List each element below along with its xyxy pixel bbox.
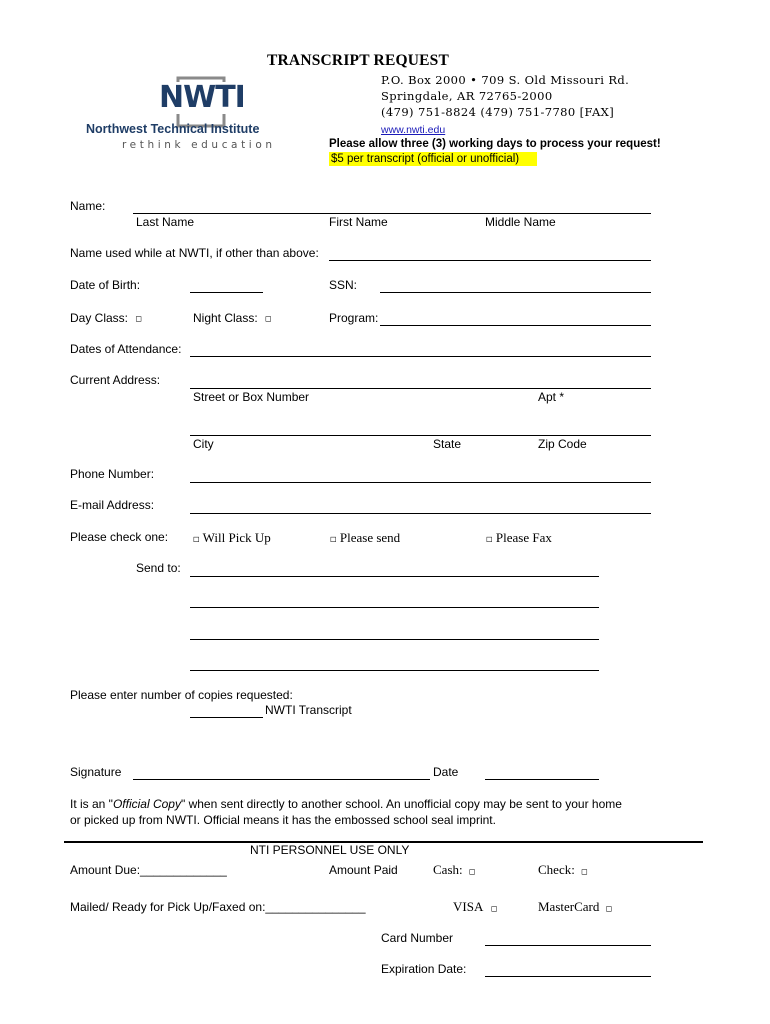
please-fax-checkbox[interactable]: ◻ bbox=[486, 534, 493, 544]
check-option[interactable] bbox=[538, 862, 588, 878]
city-state-zip-field[interactable] bbox=[190, 435, 651, 436]
copies-field[interactable] bbox=[190, 717, 263, 718]
ssn-field[interactable] bbox=[380, 292, 651, 293]
night-class-option[interactable] bbox=[193, 311, 272, 325]
signature-field[interactable] bbox=[133, 779, 430, 780]
mailed-label: Mailed/ Ready for Pick Up/Faxed on:_______________ bbox=[70, 900, 366, 914]
visa-option[interactable] bbox=[453, 899, 498, 915]
logo-institute-name: Northwest Technical Institute bbox=[86, 122, 260, 136]
ssn-label: SSN: bbox=[329, 278, 358, 292]
name-label: Name: bbox=[70, 199, 106, 213]
dates-attendance-field[interactable] bbox=[190, 356, 651, 357]
cash-label: Cash: bbox=[433, 862, 463, 877]
send-to-line-3[interactable] bbox=[190, 639, 599, 640]
send-to-line-1[interactable] bbox=[190, 576, 599, 577]
day-class-label: Day Class: bbox=[70, 311, 129, 325]
state-caption: State bbox=[433, 437, 462, 451]
processing-notice: Please allow three (3) working days to process your request! bbox=[329, 138, 661, 150]
will-pick-up-option[interactable] bbox=[193, 530, 271, 546]
apt-caption: Apt * bbox=[538, 390, 565, 404]
email-label: E-mail Address: bbox=[70, 498, 155, 512]
phone-fax-line: (479) 751-8824 (479) 751-7780 [FAX] bbox=[381, 105, 615, 119]
name-field[interactable] bbox=[133, 213, 651, 214]
nwti-transcript-label: NWTI Transcript bbox=[265, 703, 352, 717]
please-send-label: Please send bbox=[339, 530, 401, 545]
program-field[interactable] bbox=[380, 325, 651, 326]
official-copy-note-line-2: or picked up from NWTI. Official means it has the embossed school seal imprint. bbox=[70, 813, 496, 827]
please-send-checkbox[interactable]: ◻ bbox=[330, 534, 337, 544]
first-name-caption: First Name bbox=[329, 215, 388, 229]
logo-acronym: NWTI bbox=[159, 80, 245, 115]
expiration-label: Expiration Date: bbox=[381, 962, 467, 976]
official-note-suffix: " when sent directly to another school. An unofficial copy may be sent to your home bbox=[180, 797, 622, 811]
website-link[interactable]: www.nwti.edu bbox=[381, 124, 446, 136]
copies-label: Please enter number of copies requested: bbox=[70, 688, 293, 702]
signature-label: Signature bbox=[70, 765, 122, 779]
official-copy-term: Official Copy bbox=[112, 797, 181, 811]
official-note-prefix: It is an " bbox=[70, 797, 113, 811]
last-name-caption: Last Name bbox=[136, 215, 195, 229]
address-line-1: P.O. Box 2000 • 709 S. Old Missouri Rd. bbox=[381, 73, 630, 87]
amount-paid-label: Amount Paid bbox=[329, 863, 398, 877]
night-class-label: Night Class: bbox=[193, 311, 258, 325]
send-to-line-4[interactable] bbox=[190, 670, 599, 671]
date-field[interactable] bbox=[485, 779, 599, 780]
dob-label: Date of Birth: bbox=[70, 278, 141, 292]
card-number-label: Card Number bbox=[381, 931, 454, 945]
street-field[interactable] bbox=[190, 388, 651, 389]
night-class-checkbox[interactable]: ◻ bbox=[265, 314, 272, 324]
send-to-line-2[interactable] bbox=[190, 607, 599, 608]
address-line-2: Springdale, AR 72765-2000 bbox=[381, 89, 553, 103]
please-send-option[interactable] bbox=[330, 530, 400, 546]
visa-checkbox[interactable]: ◻ bbox=[490, 903, 498, 913]
nwti-logo bbox=[84, 76, 316, 156]
visa-label: VISA bbox=[453, 899, 483, 914]
dob-field[interactable] bbox=[190, 292, 263, 293]
card-number-field[interactable] bbox=[485, 945, 651, 946]
mastercard-label: MasterCard bbox=[538, 899, 600, 914]
phone-label: Phone Number: bbox=[70, 467, 155, 481]
cash-option[interactable] bbox=[433, 862, 476, 878]
name-used-field[interactable] bbox=[329, 260, 651, 261]
price-highlight: $5 per transcript (official or unofficial) bbox=[329, 152, 537, 166]
day-class-option[interactable] bbox=[70, 311, 142, 325]
expiration-field[interactable] bbox=[485, 976, 651, 977]
name-used-label: Name used while at NWTI, if other than above: bbox=[70, 246, 319, 260]
street-caption: Street or Box Number bbox=[193, 390, 310, 404]
check-one-label: Please check one: bbox=[70, 530, 169, 544]
will-pick-up-checkbox[interactable]: ◻ bbox=[193, 534, 200, 544]
please-fax-label: Please Fax bbox=[495, 530, 552, 545]
cash-checkbox[interactable]: ◻ bbox=[468, 866, 476, 876]
logo-tagline: rethink education bbox=[122, 139, 276, 151]
phone-field[interactable] bbox=[190, 482, 651, 483]
official-copy-note-line-1 bbox=[70, 797, 622, 811]
email-field[interactable] bbox=[190, 513, 651, 514]
dates-attendance-label: Dates of Attendance: bbox=[70, 342, 182, 356]
mastercard-checkbox[interactable]: ◻ bbox=[605, 903, 613, 913]
page-title: TRANSCRIPT REQUEST bbox=[267, 52, 450, 69]
check-label: Check: bbox=[538, 862, 575, 877]
current-address-label: Current Address: bbox=[70, 373, 161, 387]
will-pick-up-label: Will Pick Up bbox=[202, 530, 271, 545]
price-note bbox=[329, 153, 537, 165]
middle-name-caption: Middle Name bbox=[485, 215, 556, 229]
please-fax-option[interactable] bbox=[486, 530, 552, 546]
check-checkbox[interactable]: ◻ bbox=[581, 866, 588, 876]
send-to-label: Send to: bbox=[136, 561, 181, 575]
mastercard-option[interactable] bbox=[538, 899, 612, 915]
day-class-checkbox[interactable]: ◻ bbox=[135, 314, 142, 324]
office-use-heading: NTI PERSONNEL USE ONLY bbox=[250, 843, 410, 857]
date-label: Date bbox=[433, 765, 459, 779]
zip-caption: Zip Code bbox=[538, 437, 587, 451]
city-caption: City bbox=[193, 437, 214, 451]
amount-due-label: Amount Due:_____________ bbox=[70, 863, 227, 877]
program-label: Program: bbox=[329, 311, 379, 325]
